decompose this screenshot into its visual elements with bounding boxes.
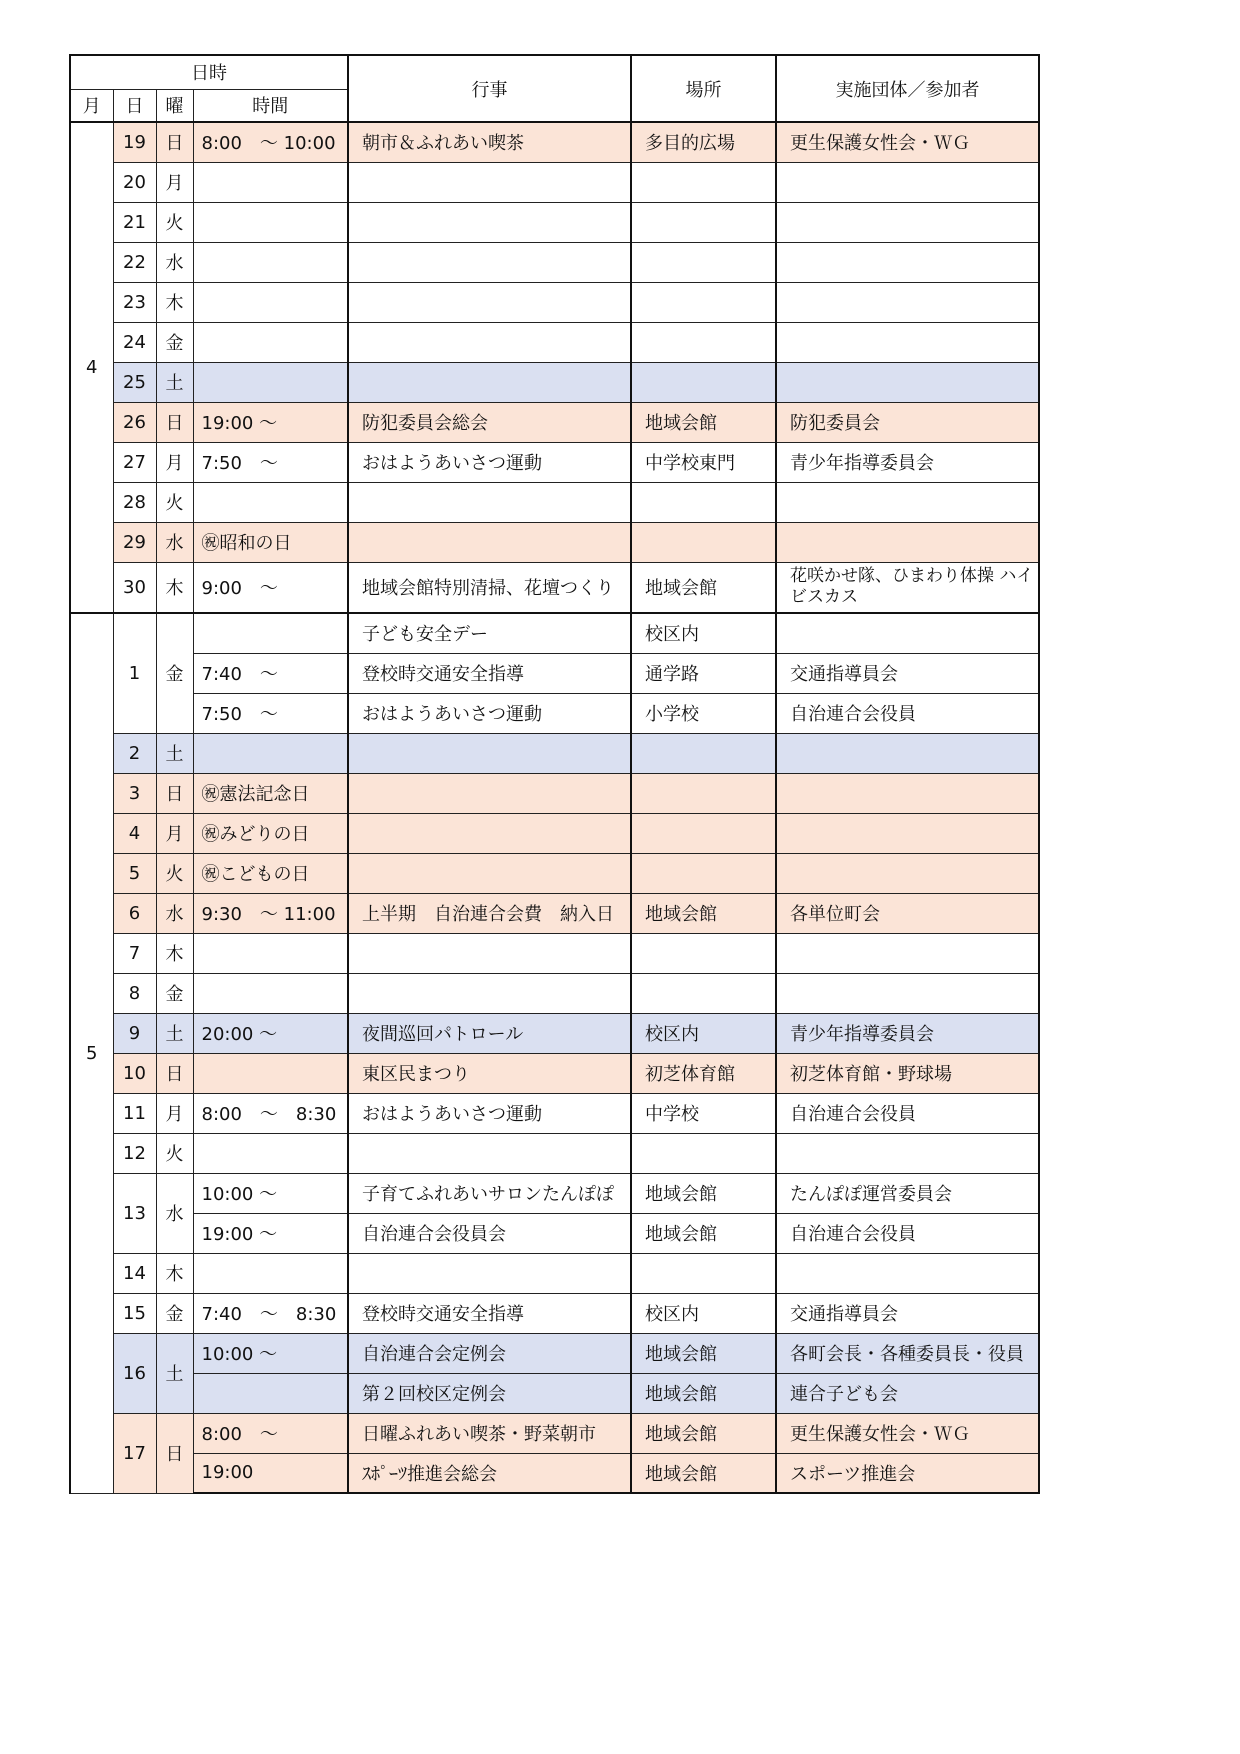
place-cell — [631, 482, 776, 522]
place-cell: 地域会館 — [631, 1213, 776, 1253]
schedule-row — [70, 813, 1039, 853]
place-cell — [631, 813, 776, 853]
weekday: 火 — [156, 1133, 193, 1173]
place-cell — [631, 242, 776, 282]
event-cell: 夜間巡回パトロール — [348, 1013, 631, 1053]
organizer-cell: 各町会長・各種委員長・役員 — [776, 1333, 1039, 1373]
place-cell — [631, 202, 776, 242]
schedule-row — [70, 1013, 1039, 1053]
organizer-cell: 防犯委員会 — [776, 402, 1039, 442]
month-label: 4 — [70, 122, 113, 613]
place-cell — [631, 733, 776, 773]
schedule-row — [70, 733, 1039, 773]
day-number: 24 — [113, 322, 156, 362]
schedule-row — [70, 1173, 1039, 1213]
schedule-row — [70, 613, 1039, 653]
organizer-cell: 青少年指導委員会 — [776, 442, 1039, 482]
day-number: 16 — [113, 1333, 156, 1413]
time-cell — [193, 242, 348, 282]
place-cell: 通学路 — [631, 653, 776, 693]
time-cell: 10:00 ～ — [193, 1173, 348, 1213]
organizer-cell: 連合子ども会 — [776, 1373, 1039, 1413]
schedule-row — [70, 402, 1039, 442]
place-cell — [631, 773, 776, 813]
organizer-cell: 自治連合会役員 — [776, 1213, 1039, 1253]
weekday: 金 — [156, 1293, 193, 1333]
weekday: 木 — [156, 1253, 193, 1293]
day-number: 5 — [113, 853, 156, 893]
schedule-row — [70, 1453, 1039, 1493]
day-number: 2 — [113, 733, 156, 773]
time-cell: 9:00 ～ — [193, 562, 348, 613]
day-number: 21 — [113, 202, 156, 242]
weekday: 金 — [156, 322, 193, 362]
place-cell — [631, 362, 776, 402]
schedule-row — [70, 853, 1039, 893]
time-cell — [193, 202, 348, 242]
event-cell: おはようあいさつ運動 — [348, 442, 631, 482]
weekday: 土 — [156, 362, 193, 402]
event-cell — [348, 362, 631, 402]
time-cell: 8:00 ～ — [193, 1413, 348, 1453]
schedule-row — [70, 1053, 1039, 1093]
day-number: 6 — [113, 893, 156, 933]
weekday: 日 — [156, 773, 193, 813]
event-cell: 日曜ふれあい喫茶・野菜朝市 — [348, 1413, 631, 1453]
time-cell: 8:00 ～ 8:30 — [193, 1093, 348, 1133]
weekday: 月 — [156, 1093, 193, 1133]
place-cell: 校区内 — [631, 1013, 776, 1053]
organizer-cell — [776, 773, 1039, 813]
time-cell — [193, 973, 348, 1013]
event-cell: 自治連合会定例会 — [348, 1333, 631, 1373]
event-cell — [348, 242, 631, 282]
organizer-cell: たんぽぽ運営委員会 — [776, 1173, 1039, 1213]
schedule-row — [70, 522, 1039, 562]
schedule-row — [70, 202, 1039, 242]
schedule-row — [70, 973, 1039, 1013]
event-cell — [348, 1133, 631, 1173]
place-cell — [631, 933, 776, 973]
event-cell: 登校時交通安全指導 — [348, 653, 631, 693]
time-cell: ㊗みどりの日 — [193, 813, 348, 853]
event-cell — [348, 322, 631, 362]
place-cell: 初芝体育館 — [631, 1053, 776, 1093]
time-cell: ㊗昭和の日 — [193, 522, 348, 562]
day-number: 7 — [113, 933, 156, 973]
organizer-cell — [776, 933, 1039, 973]
schedule-row — [70, 653, 1039, 693]
place-cell: 中学校 — [631, 1093, 776, 1133]
time-cell — [193, 362, 348, 402]
schedule-row — [70, 1253, 1039, 1293]
event-cell — [348, 482, 631, 522]
weekday: 水 — [156, 522, 193, 562]
time-cell: 19:00 — [193, 1453, 348, 1493]
organizer-cell: 自治連合会役員 — [776, 1093, 1039, 1133]
organizer-cell: スポーツ推進会 — [776, 1453, 1039, 1493]
day-number: 8 — [113, 973, 156, 1013]
weekday: 土 — [156, 733, 193, 773]
time-cell — [193, 1373, 348, 1413]
schedule-row — [70, 1413, 1039, 1453]
event-cell: 上半期 自治連合会費 納入日 — [348, 893, 631, 933]
schedule-row — [70, 773, 1039, 813]
schedule-row — [70, 362, 1039, 402]
event-cell: 第２回校区定例会 — [348, 1373, 631, 1413]
organizer-cell — [776, 813, 1039, 853]
organizer-cell — [776, 973, 1039, 1013]
event-cell — [348, 773, 631, 813]
day-number: 10 — [113, 1053, 156, 1093]
organizer-cell: 更生保護女性会・ＷＧ — [776, 1413, 1039, 1453]
event-cell: おはようあいさつ運動 — [348, 1093, 631, 1133]
organizer-cell — [776, 282, 1039, 322]
place-cell — [631, 973, 776, 1013]
event-cell — [348, 1253, 631, 1293]
schedule-row — [70, 282, 1039, 322]
time-cell — [193, 1053, 348, 1093]
weekday: 火 — [156, 853, 193, 893]
schedule-row — [70, 933, 1039, 973]
time-cell: 7:40 ～ — [193, 653, 348, 693]
event-cell: 地域会館特別清掃、花壇つくり — [348, 562, 631, 613]
time-cell: 19:00 ～ — [193, 402, 348, 442]
schedule-row — [70, 1133, 1039, 1173]
place-cell: 地域会館 — [631, 1333, 776, 1373]
place-cell: 地域会館 — [631, 562, 776, 613]
event-cell: 子育てふれあいサロンたんぽぽ — [348, 1173, 631, 1213]
header-day: 日 — [113, 89, 156, 122]
time-cell: 7:50 ～ — [193, 693, 348, 733]
weekday: 日 — [156, 122, 193, 162]
day-number: 27 — [113, 442, 156, 482]
place-cell — [631, 853, 776, 893]
place-cell — [631, 1253, 776, 1293]
schedule-body — [70, 122, 1039, 1493]
event-cell — [348, 733, 631, 773]
schedule-row — [70, 442, 1039, 482]
header-event: 行事 — [348, 55, 631, 122]
place-cell: 地域会館 — [631, 1413, 776, 1453]
time-cell — [193, 162, 348, 202]
schedule-row — [70, 562, 1039, 613]
day-number: 17 — [113, 1413, 156, 1493]
weekday: 日 — [156, 402, 193, 442]
event-cell: おはようあいさつ運動 — [348, 693, 631, 733]
time-cell: 7:50 ～ — [193, 442, 348, 482]
place-cell: 中学校東門 — [631, 442, 776, 482]
place-cell: 校区内 — [631, 1293, 776, 1333]
place-cell — [631, 162, 776, 202]
organizer-cell: 青少年指導委員会 — [776, 1013, 1039, 1053]
weekday: 月 — [156, 442, 193, 482]
place-cell — [631, 282, 776, 322]
weekday: 木 — [156, 562, 193, 613]
day-number: 26 — [113, 402, 156, 442]
organizer-cell: 花咲かせ隊、ひまわり体操 ハイビスカス — [776, 562, 1039, 613]
schedule-row — [70, 693, 1039, 733]
event-cell: 自治連合会役員会 — [348, 1213, 631, 1253]
time-cell — [193, 282, 348, 322]
event-cell: ｽﾎﾟｰﾂ推進会総会 — [348, 1453, 631, 1493]
day-number: 4 — [113, 813, 156, 853]
organizer-cell — [776, 853, 1039, 893]
place-cell — [631, 322, 776, 362]
weekday: 火 — [156, 482, 193, 522]
time-cell — [193, 1133, 348, 1173]
day-number: 20 — [113, 162, 156, 202]
schedule-table — [69, 54, 1040, 1494]
place-cell: 多目的広場 — [631, 122, 776, 162]
place-cell — [631, 1133, 776, 1173]
event-cell — [348, 973, 631, 1013]
schedule-row — [70, 482, 1039, 522]
weekday: 土 — [156, 1013, 193, 1053]
header-month: 月 — [70, 89, 113, 122]
day-number: 3 — [113, 773, 156, 813]
time-cell — [193, 322, 348, 362]
day-number: 30 — [113, 562, 156, 613]
schedule-row — [70, 242, 1039, 282]
weekday: 日 — [156, 1053, 193, 1093]
organizer-cell — [776, 162, 1039, 202]
day-number: 15 — [113, 1293, 156, 1333]
schedule-row — [70, 322, 1039, 362]
day-number: 9 — [113, 1013, 156, 1053]
organizer-cell — [776, 1253, 1039, 1293]
time-cell — [193, 1253, 348, 1293]
organizer-cell: 自治連合会役員 — [776, 693, 1039, 733]
event-cell: 防犯委員会総会 — [348, 402, 631, 442]
schedule-row — [70, 122, 1039, 162]
time-cell — [193, 933, 348, 973]
event-cell — [348, 282, 631, 322]
day-number: 23 — [113, 282, 156, 322]
time-cell: ㊗こどもの日 — [193, 853, 348, 893]
organizer-cell: 更生保護女性会・ＷＧ — [776, 122, 1039, 162]
schedule-row — [70, 1373, 1039, 1413]
day-number: 19 — [113, 122, 156, 162]
header-organizer: 実施団体／参加者 — [776, 55, 1039, 122]
organizer-cell — [776, 242, 1039, 282]
time-cell: 7:40 ～ 8:30 — [193, 1293, 348, 1333]
organizer-cell — [776, 362, 1039, 402]
event-cell: 登校時交通安全指導 — [348, 1293, 631, 1333]
organizer-cell: 初芝体育館・野球場 — [776, 1053, 1039, 1093]
organizer-cell — [776, 613, 1039, 653]
day-number: 25 — [113, 362, 156, 402]
time-cell: 10:00 ～ — [193, 1333, 348, 1373]
event-cell: 子ども安全デー — [348, 613, 631, 653]
time-cell: ㊗憲法記念日 — [193, 773, 348, 813]
schedule-row — [70, 1213, 1039, 1253]
day-number: 1 — [113, 613, 156, 733]
time-cell — [193, 733, 348, 773]
organizer-cell — [776, 522, 1039, 562]
day-number: 28 — [113, 482, 156, 522]
organizer-cell — [776, 322, 1039, 362]
day-number: 14 — [113, 1253, 156, 1293]
event-cell: 朝市＆ふれあい喫茶 — [348, 122, 631, 162]
header-weekday: 曜 — [156, 89, 193, 122]
weekday: 金 — [156, 973, 193, 1013]
event-cell — [348, 853, 631, 893]
weekday: 月 — [156, 813, 193, 853]
time-cell: 9:30 ～ 11:00 — [193, 893, 348, 933]
event-cell: 東区民まつり — [348, 1053, 631, 1093]
day-number: 29 — [113, 522, 156, 562]
weekday: 木 — [156, 282, 193, 322]
time-cell: 8:00 ～ 10:00 — [193, 122, 348, 162]
day-number: 22 — [113, 242, 156, 282]
weekday: 水 — [156, 242, 193, 282]
day-number: 12 — [113, 1133, 156, 1173]
weekday: 金 — [156, 613, 193, 733]
schedule-row — [70, 162, 1039, 202]
month-label: 5 — [70, 613, 113, 1493]
weekday: 木 — [156, 933, 193, 973]
time-cell — [193, 613, 348, 653]
organizer-cell — [776, 482, 1039, 522]
event-cell — [348, 202, 631, 242]
place-cell: 地域会館 — [631, 1373, 776, 1413]
day-number: 13 — [113, 1173, 156, 1253]
place-cell: 地域会館 — [631, 402, 776, 442]
organizer-cell — [776, 1133, 1039, 1173]
event-cell — [348, 933, 631, 973]
place-cell — [631, 522, 776, 562]
place-cell: 地域会館 — [631, 1173, 776, 1213]
weekday: 火 — [156, 202, 193, 242]
header-time: 時間 — [193, 89, 348, 122]
place-cell: 校区内 — [631, 613, 776, 653]
event-cell — [348, 522, 631, 562]
organizer-cell — [776, 202, 1039, 242]
weekday: 日 — [156, 1413, 193, 1493]
schedule-row — [70, 1333, 1039, 1373]
schedule-row — [70, 1093, 1039, 1133]
time-cell: 20:00 ～ — [193, 1013, 348, 1053]
organizer-cell: 交通指導員会 — [776, 1293, 1039, 1333]
event-cell — [348, 162, 631, 202]
header-place: 場所 — [631, 55, 776, 122]
organizer-cell: 交通指導員会 — [776, 653, 1039, 693]
place-cell: 地域会館 — [631, 893, 776, 933]
weekday: 月 — [156, 162, 193, 202]
weekday: 水 — [156, 1173, 193, 1253]
time-cell — [193, 482, 348, 522]
place-cell: 小学校 — [631, 693, 776, 733]
weekday: 土 — [156, 1333, 193, 1413]
time-cell: 19:00 ～ — [193, 1213, 348, 1253]
organizer-cell: 各単位町会 — [776, 893, 1039, 933]
weekday: 水 — [156, 893, 193, 933]
header-datetime: 日時 — [70, 55, 348, 89]
day-number: 11 — [113, 1093, 156, 1133]
schedule-row — [70, 893, 1039, 933]
event-cell — [348, 813, 631, 853]
organizer-cell — [776, 733, 1039, 773]
place-cell: 地域会館 — [631, 1453, 776, 1493]
schedule-row — [70, 1293, 1039, 1333]
